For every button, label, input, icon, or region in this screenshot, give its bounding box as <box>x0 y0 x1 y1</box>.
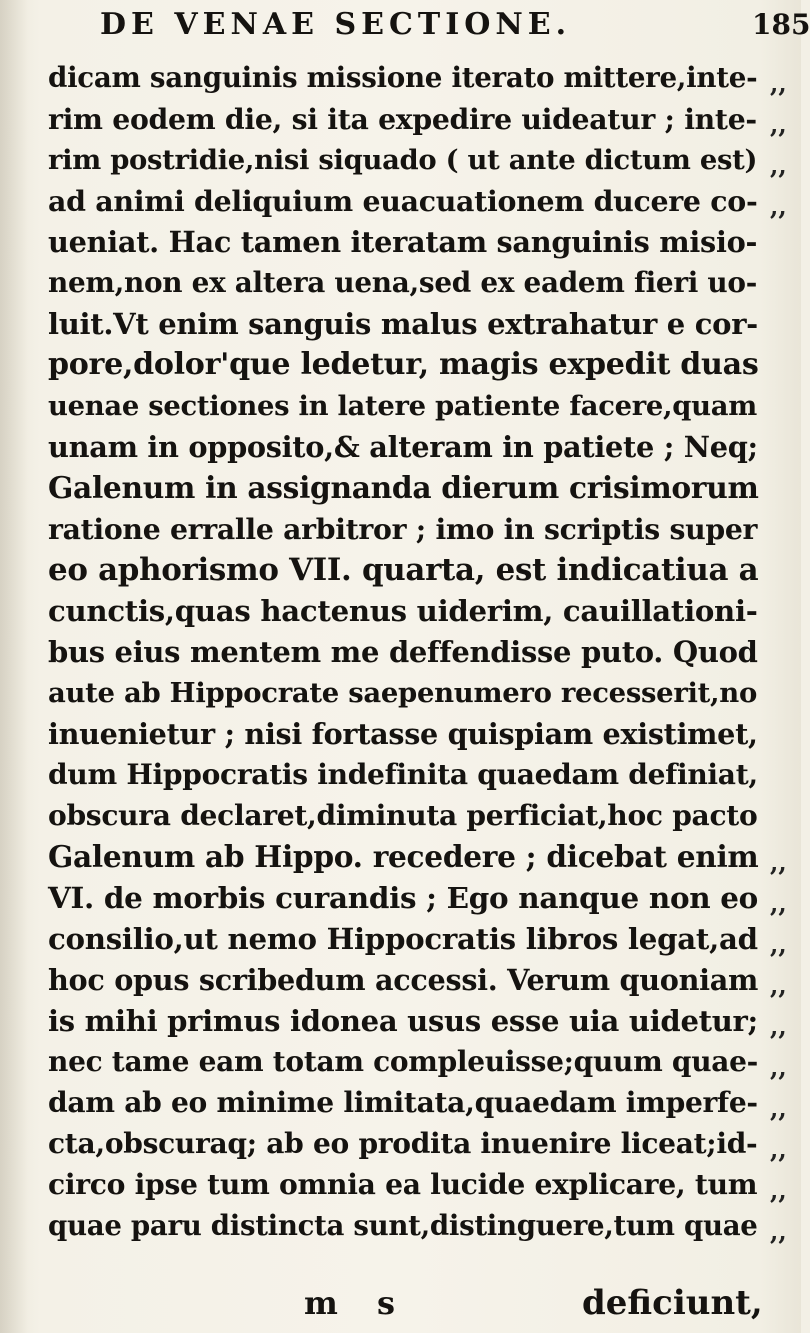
text-line: uenae sectiones in latere patiente facere,quam <box>48 390 757 422</box>
text-line: obscura declaret,diminuta perficiat,hoc pacto <box>48 799 758 832</box>
text-line: ad animi deliquium euacuationem ducere co- <box>48 184 758 218</box>
text-line: rim postridie,nisi siquado ( ut ante dictum est) <box>48 144 758 176</box>
text-line: nec tame eam totam compleuisse;quum quae- <box>48 1045 758 1078</box>
quote-mark: ,, <box>770 110 787 139</box>
quote-mark: ,, <box>770 1094 787 1123</box>
signature-mark: m s <box>304 1284 410 1322</box>
text-line: rim eodem die, si ita expedire uideatur ; inte- <box>48 102 757 136</box>
catchword: deficiunt, <box>582 1283 763 1323</box>
quote-mark: ,, <box>770 889 787 918</box>
quote-mark: ,, <box>770 1217 787 1246</box>
text-line: VI. de morbis curandis ; Ego nanque non eo <box>48 880 758 915</box>
quote-mark: ,, <box>770 1012 787 1041</box>
quote-mark: ,, <box>770 69 787 98</box>
text-line: circo ipse tum omnia ea lucide explicare, tum <box>48 1168 758 1201</box>
text-line: cunctis,quas hactenus uiderim, cauillationi- <box>48 594 758 628</box>
page-footer <box>0 1283 801 1323</box>
text-line: luit.Vt enim sanguis malus extrahatur e cor- <box>48 307 758 341</box>
page-header <box>0 7 810 48</box>
text-line: inuenietur ; nisi fortasse quispiam existimet, <box>48 717 758 751</box>
running-head: DE VENAE SECTIONE. <box>100 7 572 42</box>
text-line: aute ab Hippocrate saepenumero recesserit,no <box>48 677 757 709</box>
text-line: dum Hippocratis indefinita quaedam definiat, <box>48 758 758 791</box>
text-line: is mihi primus idonea usus esse uia uidetur; <box>48 1004 758 1038</box>
gutter-shadow <box>0 0 28 1333</box>
text-line: hoc opus scribedum accessi. Verum quoniam <box>48 963 759 997</box>
text-line: bus eius mentem me deffendisse puto. Quod <box>48 635 758 669</box>
quote-mark: ,, <box>770 1135 787 1164</box>
text-line: cta,obscuraq; ab eo prodita inuenire liceat;id- <box>48 1127 758 1160</box>
page-number: 185 <box>752 8 810 41</box>
quote-mark: ,, <box>770 1053 787 1082</box>
text-line: dam ab eo minime limitata,quaedam imperfe- <box>48 1086 758 1119</box>
quote-mark: ,, <box>770 848 787 877</box>
text-line: ratione erralle arbitror ; imo in scriptis super <box>48 512 758 546</box>
quote-mark: ,, <box>770 192 787 221</box>
quote-mark: ,, <box>770 1176 787 1205</box>
text-line: nem,non ex altera uena,sed ex eadem fieri uo- <box>48 266 757 299</box>
text-line: ueniat. Hac tamen iteratam sanguinis misio- <box>48 225 758 259</box>
text-line: pore,dolor'que ledetur, magis expedit duas <box>48 347 759 382</box>
quote-mark: ,, <box>770 930 787 959</box>
text-line: dicam sanguinis missione iterato mittere,inte- <box>48 61 758 94</box>
text-line: consilio,ut nemo Hippocratis libros legat,ad <box>48 922 758 956</box>
quote-mark: ,, <box>770 151 787 180</box>
text-line: Galenum ab Hippo. recedere ; dicebat enim <box>48 839 759 874</box>
text-line: eo aphorismo VII. quarta, est indicatiua a <box>48 552 759 588</box>
text-line: Galenum in assignanda dierum crisimorum <box>48 470 759 505</box>
quote-mark: ,, <box>770 971 787 1000</box>
text-line: unam in opposito,& alteram in patiete ; Neq; <box>48 430 758 464</box>
text-line: quae paru distincta sunt,distinguere,tum quae <box>48 1209 758 1242</box>
